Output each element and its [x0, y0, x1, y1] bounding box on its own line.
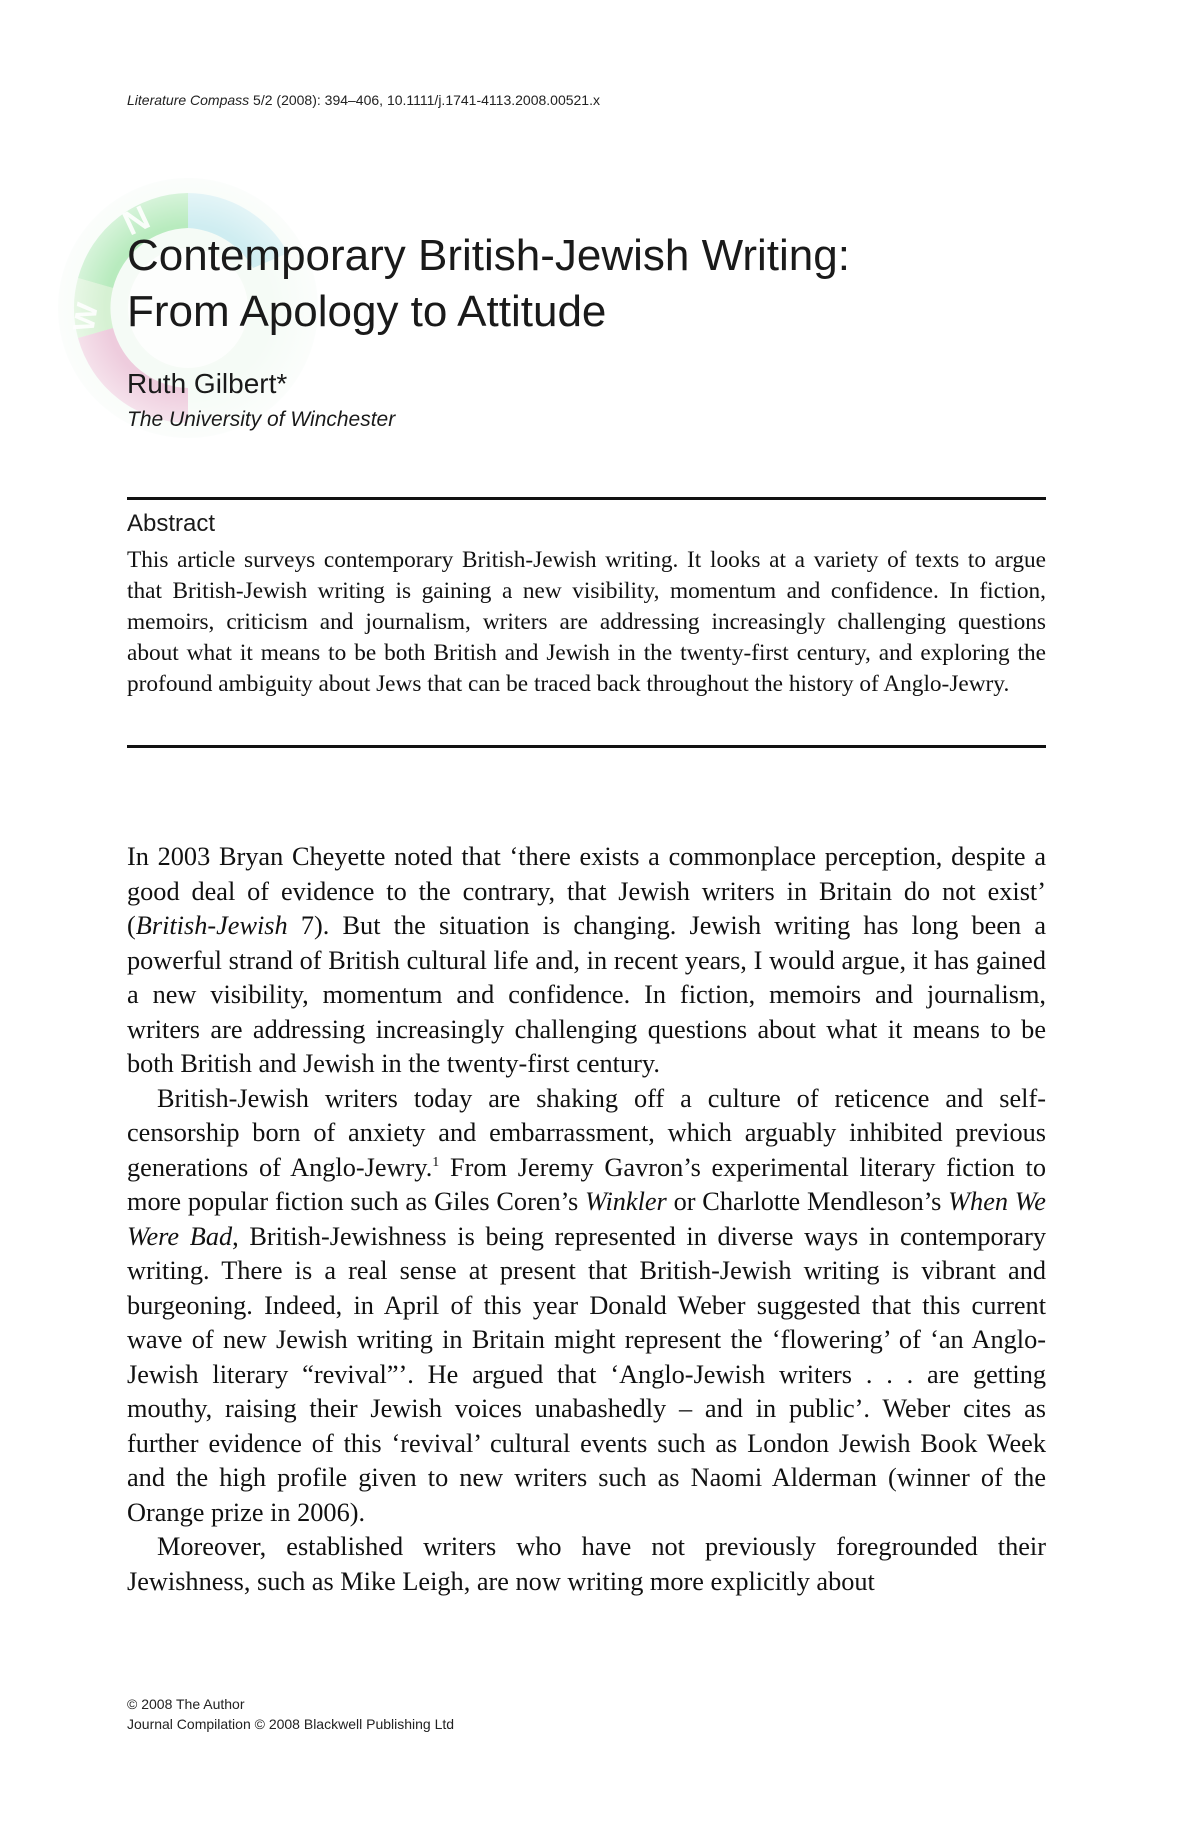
p2-italic-title-2: When We Were Bad	[127, 1187, 1046, 1251]
copyright-journal: Journal Compilation © 2008 Blackwell Publishing Ltd	[127, 1716, 455, 1732]
article-body	[127, 840, 1046, 1599]
p1-italic-title: British-Jewish	[135, 911, 288, 940]
p2-text-c: or Charlotte Mendleson’s	[666, 1187, 949, 1216]
journal-citation	[127, 92, 600, 108]
abstract-heading: Abstract	[127, 510, 216, 537]
p1-text-b: 7). But the situation is changing. Jewish writing has long been a powerful strand of British cultural life and, in recent years, I would argue, it has gained a new visibility, momentum and confidence. In fiction, memoirs and journalism, writers are addressing increasingly challenging questions about what it means to be both British and Jewish in the twenty-first century.	[127, 911, 1046, 1078]
title-line-1: Contemporary British-Jewish Writing:	[127, 231, 850, 280]
abstract-top-rule	[127, 497, 1046, 500]
abstract-text: This article surveys contemporary British-Jewish writing. It looks at a variety of texts to argue that British-Jewish writing is gaining a new visibility, momentum and confidence. In fiction, memoirs, criticism and journalism, writers are addressing increasingly challenging questions about what it means to be both British and Jewish in the twenty-first century, and exploring the profound ambiguity about Jews that can be traced back throughout the history of Anglo-Jewry.	[127, 547, 1046, 697]
author-affiliation: The University of Winchester	[127, 408, 396, 431]
journal-name: Literature Compass	[127, 92, 250, 108]
copyright-author: © 2008 The Author	[127, 1696, 245, 1712]
citation-details: 5/2 (2008): 394–406, 10.1111/j.1741-4113.2008.00521.x	[249, 92, 600, 108]
title-line-2: From Apology to Attitude	[127, 287, 607, 336]
article-title	[127, 228, 1077, 340]
p2-text-d: , British-Jewishness is being represented in diverse ways in contemporary writing. There is a real sense at present that British-Jewish writing is vibrant and burgeoning. Indeed, in April of this year Donald Weber suggested that this current wave of new Jewish writing in Britain might represent the ‘flowering’ of ‘an Anglo-Jewish literary “revival”’. He argued that ‘Anglo-Jewish writers . . . are getting mouthy, raising their Jewish voices unabashedly – and in public’. Weber cites as further evidence of this ‘revival’ cultural events such as London Jewish Book Week and the high profile given to new writers such as Naomi Alderman (winner of the Orange prize in 2006).	[127, 1221, 1046, 1527]
body-paragraph-2	[127, 1082, 1046, 1531]
p2-italic-title-1: Winkler	[585, 1187, 667, 1216]
p2-text-b: From Jeremy Gavron’s experimental literary fiction to more popular fiction such as Giles Coren’s	[127, 1152, 1046, 1216]
author-name: Ruth Gilbert*	[127, 368, 288, 399]
footnote-marker[interactable]: 1	[432, 1154, 440, 1170]
abstract-bottom-rule	[127, 745, 1046, 748]
body-paragraph-3: Moreover, established writers who have not previously foregrounded their Jewishness, such as Mike Leigh, are now writing more explicitly about	[127, 1532, 1046, 1596]
body-paragraph-1	[127, 840, 1046, 1082]
p2-text-a: British-Jewish writers today are shaking off a culture of reticence and self-censorship born of anxiety and embarrassment, which arguably inhibited previous generations of Anglo-Jewry.	[127, 1083, 1046, 1182]
p1-text-a: In 2003 Bryan Cheyette noted that ‘there exists a commonplace perception, despite a good deal of evidence to the contrary, that Jewish writers in Britain do not exist’ (	[127, 842, 1046, 940]
copyright-footer	[127, 1694, 454, 1734]
